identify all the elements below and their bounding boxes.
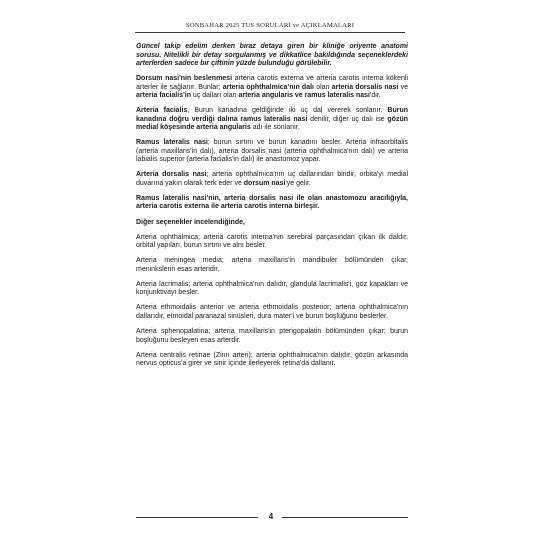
intro-paragraph: Güncel takip edelim derken biraz detaya giren bir kliniğe oriyente anatomi sorusu. Nitelikli bir detay sorgulanmış ve dikkatlice bakıldığında seçeneklerdeki arterlerden sadece bir çiftinin yüzde bulunduğu görülebilir. <box>136 43 408 67</box>
paragraph-centralis-retinae: Arteria centralis retinae (Zinn arteri); arteria ophthalmica'nın dalıdır, gözün arkasında nervus opticus'a girer ve sinir içinde ilerleyerek retina'da dallanır. <box>136 351 408 368</box>
running-header: SONBAHAR 2025 TUS SORULARI ve AÇIKLAMALARI <box>185 22 355 29</box>
text-bold: arteria ophthalmica'nın dalı <box>222 83 314 91</box>
page-number: 4 <box>268 512 274 521</box>
text: 'ye gelir. <box>285 179 311 187</box>
text-bold: arteria dorsalis nasi <box>331 83 399 91</box>
text: denilir, diğer uç dalı ise <box>307 115 388 123</box>
footer-rule-left <box>136 517 258 518</box>
text-bold: Ramus lateralis nasi <box>136 139 208 147</box>
text: ve <box>398 83 409 91</box>
text: uç dalları olan <box>190 92 239 100</box>
paragraph-dorsalis-nasi <box>136 171 408 188</box>
text-bold: gözün medial köşesinde arteria angularis <box>136 115 408 132</box>
text: adı ile sonlanır. <box>250 124 300 132</box>
paragraph-ophthalmica: Arteria ophthalmica; arteria carotis interna'nın serebral parçasından çıkan ilk daldır, orbital yapıları, burun sırtını ve alnı besler. <box>136 233 408 250</box>
paragraph-dorsum-nasi <box>136 75 408 101</box>
paragraph-other-options: Diğer seçenekler incelendiğinde, <box>136 218 245 226</box>
paragraph-ethmoidalis: Arteria ethmoidalis anterior ve arteria ethmoidalis posterior; arteria ophthalmica'nın dallarıdır, etmoidal paranazal sinüsleri, dura mater'i ve burun boşluğunu beslerler. <box>136 304 408 320</box>
paragraph-ramus-lateralis <box>136 139 408 165</box>
text: arteria carotis externa ve arteria carotis interna kökenli arterler ile sağlanır. Bunlar; <box>136 75 408 91</box>
text-bold: Burun kanadına doğru verdiği dalına ramus lateralis nasi <box>136 107 409 123</box>
text-bold: Arteria facialis <box>136 107 188 115</box>
text: olan <box>314 83 332 91</box>
paragraph-arteria-facialis <box>136 107 408 133</box>
text: , Burun kanadına geldiğinde iki uç dal vererek sonlanır. <box>187 107 388 115</box>
paragraph-lacrimalis: Arteria lacrimalis; arteria ophthalmica'nın dalıdır, glandula lacrimalis'i, göz kapakları ve konjunktivayı besler. <box>136 280 408 297</box>
paragraph-meningea-media: Arteria meningea media; arteria maxillaris'in mandibuler bölümünden çıkar, meninkslerin esas arteridir. <box>136 257 408 273</box>
text: 'dir. <box>369 92 381 100</box>
text: ; burun sırtını ve burun kanadını besler. Arteria infraorbitalis (arteria maxillaris'in dalı), arteria dorsalis nasi (arteria ophthalmica'nın dalı) ve arteria labialis superior (arteria facialis'in dalı) ile anastomoz yapar. <box>136 139 408 164</box>
footer-rule-right <box>282 517 408 518</box>
header-rule <box>135 32 405 33</box>
text: ; arteria ophthalmica'nın uç dallarından biridir, orbita'yı medial duvarına yakın olarak terk eder ve <box>136 171 408 187</box>
paragraph-sphenopalatina: Arteria sphenopalatina; arteria maxillaris'in pterigopalatin bölümünden çıkar; burun boşluğunu besleyen esas arterdir. <box>136 328 408 344</box>
text-bold: arteria facialis'in <box>136 92 191 100</box>
text-bold: arteria angularis ve ramus lateralis nasi <box>238 92 370 100</box>
text-bold: Arteria dorsalis nasi <box>136 171 207 179</box>
text-bold: dorsum nasi <box>243 179 286 187</box>
paragraph-anastomosis: Ramus lateralis nasi'nin, arteria dorsalis nasi ile olan anastomozu aracılığıyla, arteria carotis externa ile arteria carotis interna birleşir. <box>136 194 408 211</box>
text-bold: Dorsum nasi'nin beslenmesi <box>136 75 233 83</box>
page-content <box>136 43 408 375</box>
